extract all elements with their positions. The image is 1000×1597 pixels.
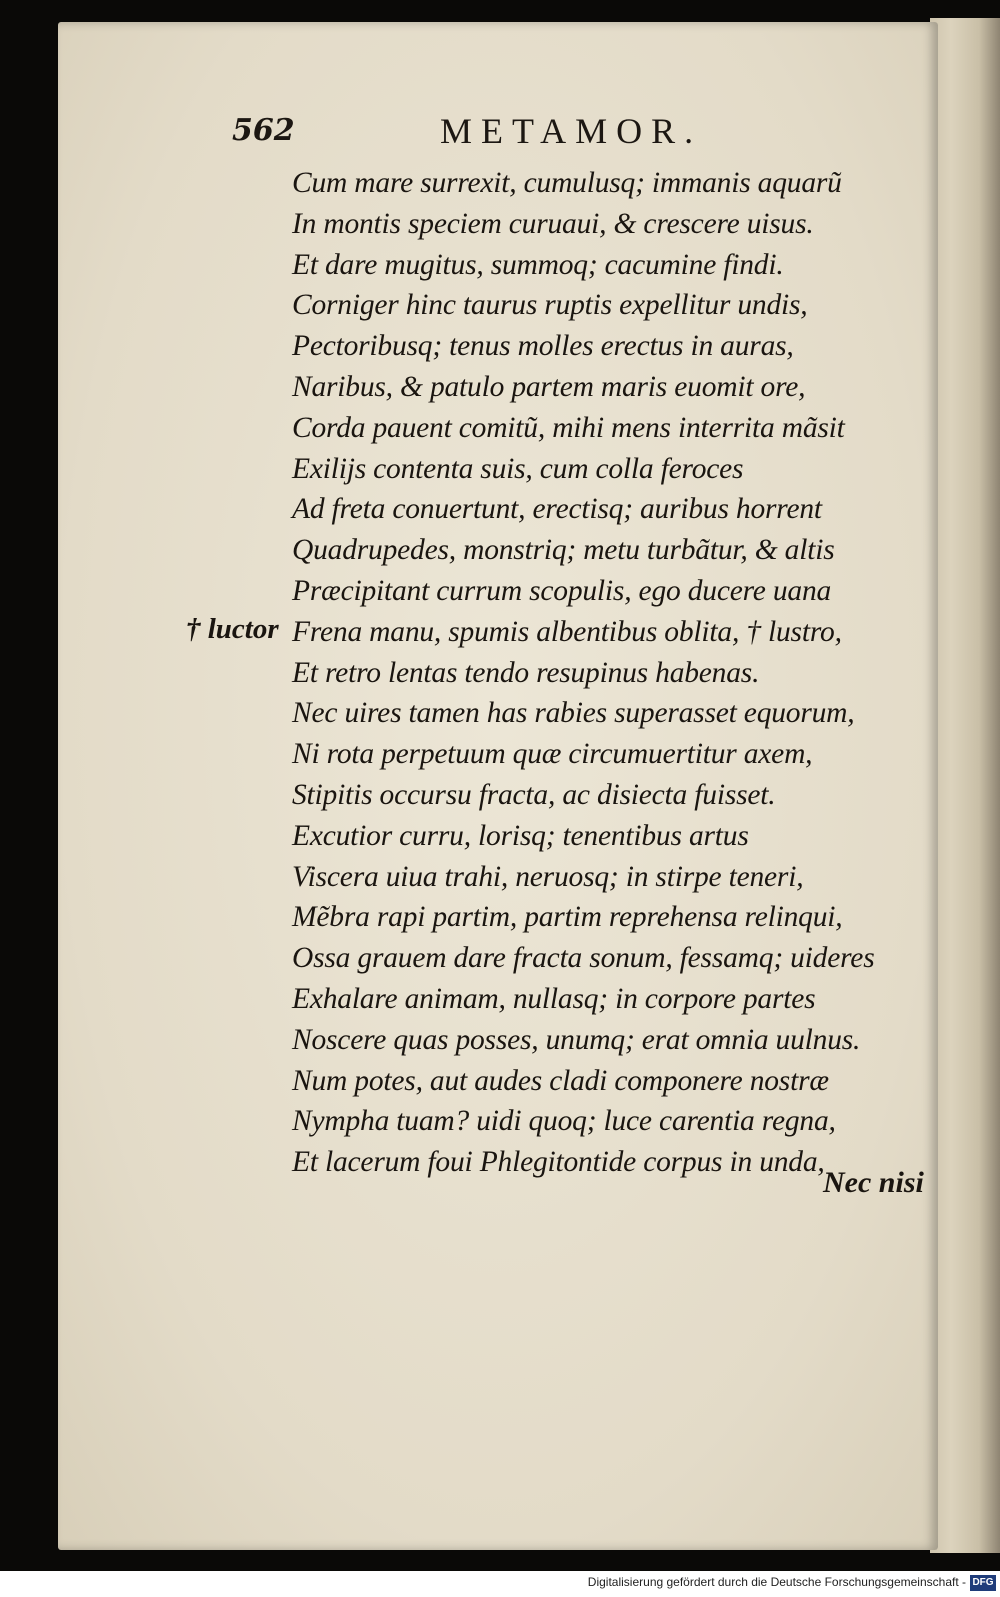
verse-line: Frena manu, spumis albentibus oblita, † lustro, [292,615,842,648]
verse-line: Exilijs contenta suis, cum colla feroces [292,452,744,485]
verse-line: Viscera uiua trahi, neruosq; in stirpe teneri, [292,860,804,893]
page-number: 562 [232,113,295,148]
verse-line: Corda pauent comitũ, mihi mens interrita mãsit [292,411,845,444]
verse-block [292,163,912,1183]
verse-line: Mẽbra rapi partim, partim reprehensa relinqui, [292,901,843,934]
verse-line: Præcipitant currum scopulis, ego ducere uana [292,574,832,607]
verse-line: Corniger hinc taurus ruptis expellitur undis, [292,289,808,322]
verse-line: Exhalare animam, nullasq; in corpore partes [292,982,816,1015]
verse-line: Et dare mugitus, summoq; cacumine findi. [292,248,784,281]
verse-line: Nec uires tamen has rabies superasset equorum, [292,697,855,730]
dfg-logo: DFG [970,1575,996,1591]
verse-line: Ad freta conuertunt, erectisq; auribus horrent [292,493,822,526]
catchword: Nec nisi [823,1166,924,1199]
verse-line: Et lacerum foui Phlegitontide corpus in unda, [292,1146,825,1179]
funding-credit: Digitalisierung gefördert durch die Deutsche Forschungsgemeinschaft - [587,1575,966,1589]
verse-line: Et retro lentas tendo resupinus habenas. [292,656,760,689]
verse-line: Stipitis occursu fracta, ac disiecta fuisset. [292,778,776,811]
verse-line: Naribus, & patulo partem maris euomit ore, [292,370,806,403]
verse-line: Ossa grauem dare fracta sonum, fessamq; uideres [292,942,875,975]
book-edge [930,18,1000,1553]
verse-line: Pectoribusq; tenus molles erectus in auras, [292,330,794,363]
verse-line: In montis speciem curuaui, & crescere uisus. [292,207,814,240]
running-head: METAMOR. [440,111,703,151]
verse-line: Ni rota perpetuum quæ circumuertitur axem, [292,738,813,771]
verse-line: Num potes, aut audes cladi componere nostræ [292,1064,829,1097]
verse-line: Quadrupedes, monstriq; metu turbãtur, & altis [292,534,835,567]
verse-line: Excutior curru, lorisq; tenentibus artus [292,819,749,852]
verse-line: Cum mare surrexit, cumulusq; immanis aquarũ [292,167,842,199]
marginal-note: † luctor [186,613,279,645]
verse-line: Nympha tuam? uidi quoq; luce carentia regna, [292,1105,836,1138]
digitization-footer [0,1571,1000,1597]
verse-line: Noscere quas posses, unumq; erat omnia uulnus. [292,1023,861,1056]
